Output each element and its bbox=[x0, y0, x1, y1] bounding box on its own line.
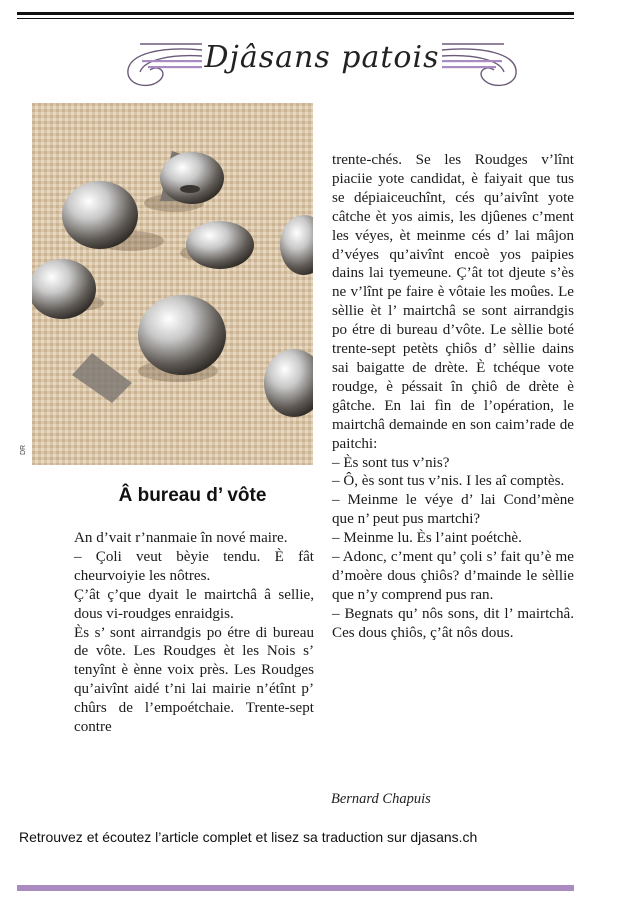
paragraph: Ç’ât ç’que dyait le mairtchâ â sellie, dous vi-roudges enraidgis. bbox=[74, 586, 314, 622]
photo-credit: DR bbox=[20, 444, 27, 455]
article-column-left bbox=[74, 529, 314, 737]
top-rule-thick bbox=[17, 12, 574, 15]
paragraph: Ès s’ sont airrandgis po étre di bureau de vôte. Les Roudges èt les Nois s’ tenyînt è ènne voix près. Les Roudges qu’aivînt aidé t’ni lai mairie n’étînt p’ chûrs de l’empoétchaie. Trente-sept contre bbox=[74, 624, 314, 736]
bottom-accent-bar bbox=[17, 885, 574, 891]
paragraph: – Meinme lu. Ès l’aint poétchè. bbox=[332, 530, 522, 547]
masthead-title: Djâsans patois bbox=[204, 40, 440, 75]
thumbtacks-photo bbox=[32, 103, 313, 465]
paragraph: – Ô, ès sont tus v’nis. I les aî comptès. bbox=[332, 473, 565, 490]
article-column-right bbox=[332, 151, 574, 643]
article-headline: Â bureau d’ vôte bbox=[118, 485, 267, 506]
top-rule-thin bbox=[17, 18, 574, 19]
paragraph: – Adonc, c’ment qu’ çoli s’ fait qu’è me d’moère dous çhiôs? d’mainde le sèllie que n’y comprend pus ran. bbox=[332, 549, 574, 603]
paragraph: – Begnats qu’ nôs sons, dit l’ mairtchâ. Ces dous çhiôs, ç’ât nôs dous. bbox=[332, 605, 574, 641]
paragraph: – Ès sont tus v’nis? bbox=[332, 454, 450, 471]
paragraph: An d’vait r’nanmaie în nové maire. bbox=[74, 530, 288, 546]
footer-note: Retrouvez et écoutez l’article complet et lisez sa traduction sur djasans.ch bbox=[19, 829, 478, 845]
paragraph: – Çoli veut bèyie tendu. È fât cheurvoiyie les nôtres. bbox=[74, 548, 314, 584]
author-signature: Bernard Chapuis bbox=[331, 791, 431, 807]
paragraph: trente-chés. Se les Roudges v’lînt piaciie yote candidat, è faiyait que tus se dépiaiceuchînt, cés qu’aivînt yote câtche èt yos aimis, les djûenes c’ment les véyes, èt meinme cés d’ lai mâjon d’véyes qu’aivînt encoè yos paipies dains lai tyemeune. Ç’ât tot djeute s’ès ne v’lînt pe faire è vôtaie les moûes. Le sèllie èt l’ mairtchâ se sont airrandgis po étre di bureau d’vôte. Le sèllie boté trente-sept petèts çhiôs d’ sèllie dains sai baigatte de drète. È tchéque vote roudge, è péssait în çhiô de drète è gâtche. En lai fìn de l’opération, le mairtchâ demainde en son caim’rade de paitchi: bbox=[332, 152, 574, 452]
paragraph: – Meinme le véye d’ lai Cond’mène que n’ peut pus martchi? bbox=[332, 492, 574, 528]
masthead bbox=[120, 30, 524, 98]
